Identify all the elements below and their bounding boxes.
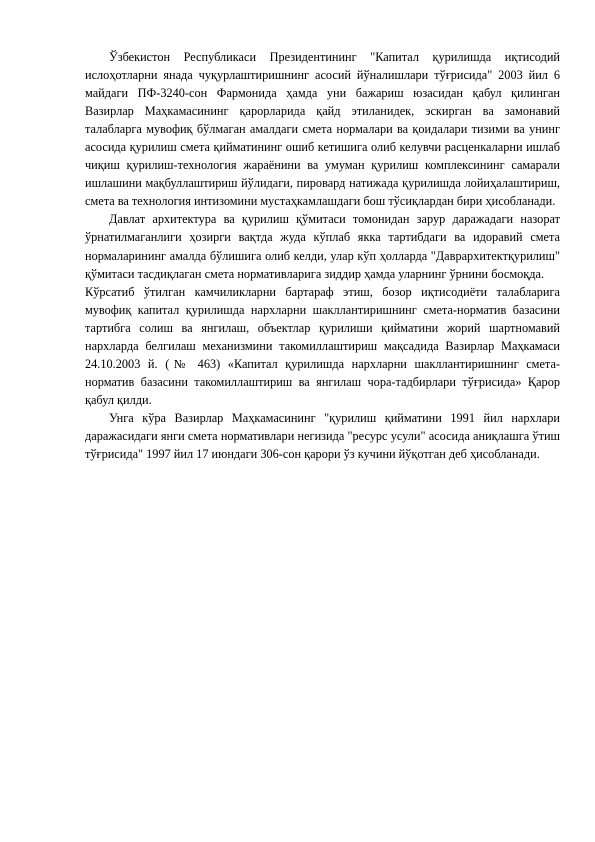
- paragraph-3: Кўрсатиб ўтилган камчиликларни бартараф этиш, бозор иқтисодиёти талабларига мувофиқ капитал қурилишда нархларни шакллантиришнинг смета-норматив базасини тартибга солиш ва янгилаш, объектлар қурилиши қийматини жорий шартномавий нархларда белгилаш механизмини такомиллаштириш мақсадида Вазирлар Маҳкамаси 24.10.2003 й. (№ 463) «Капитал қурилишда нархларни шакллантиришнинг смета-норматив базасини такомиллаштириш ва янгилаш чора-тадбирлари тўғрисида» Қарор қабул қилди.: [85, 284, 560, 407]
- paragraph-2: Давлат архитектура ва қурилиш қўмитаси томонидан зарур даражадаги назорат ўрнатилмаганлиги ҳозирги вақтда жуда кўплаб якка тартибдаги ва идоравий смета нормаларининг амалда бўлишига олиб келди, улар кўп ҳолларда "Даврархитектқурилиш" қўмитаси тасдиқлаган смета нормативларига зиддир ҳамда уларнинг ўрнини босмоқда.: [85, 212, 560, 281]
- paragraph-4: Унга кўра Вазирлар Маҳкамасининг "қурилиш қийматини 1991 йил нархлари даражасидаги янги смета нормативлари негизида "ресурс усули" асосида аниқлашга ўтиш тўғрисида" 1997 йил 17 июндаги 306-сон қарори ўз кучини йўқотган деб ҳисобланади.: [85, 410, 560, 462]
- paragraph-1: Ўзбекистон Республикаси Президентининг "Капитал қурилишда иқтисодий ислоҳотларни янада чуқурлаштиришнинг асосий йўналишлари тўғрисида" 2003 йил 6 майдаги ПФ-3240-сон Фармонида ҳамда уни бажариш юзасидан қабул қилинган Вазирлар Маҳкамасининг қарорларида қайд этиланидек, эскирган ва замонавий талабларга мувофиқ бўлмаган амалдаги смета нормалари ва қоидалари тизими ва унинг асосида қурилиш смета қийматининг ошиб кетишига олиб келувчи расценкаларни ишлаб чиқиш қурилиш-технология жараёнини ва умуман қурилиш комплексининг самарали ишлашини мақбуллаштириш йўлидаги, пировард натижада қурилишда лойиҳалаштириш, смета ва технология интизомини мустаҳкамлашдаги бош тўсиқлардан бири ҳисобланади.: [85, 50, 560, 209]
- document-body: [85, 48, 560, 463]
